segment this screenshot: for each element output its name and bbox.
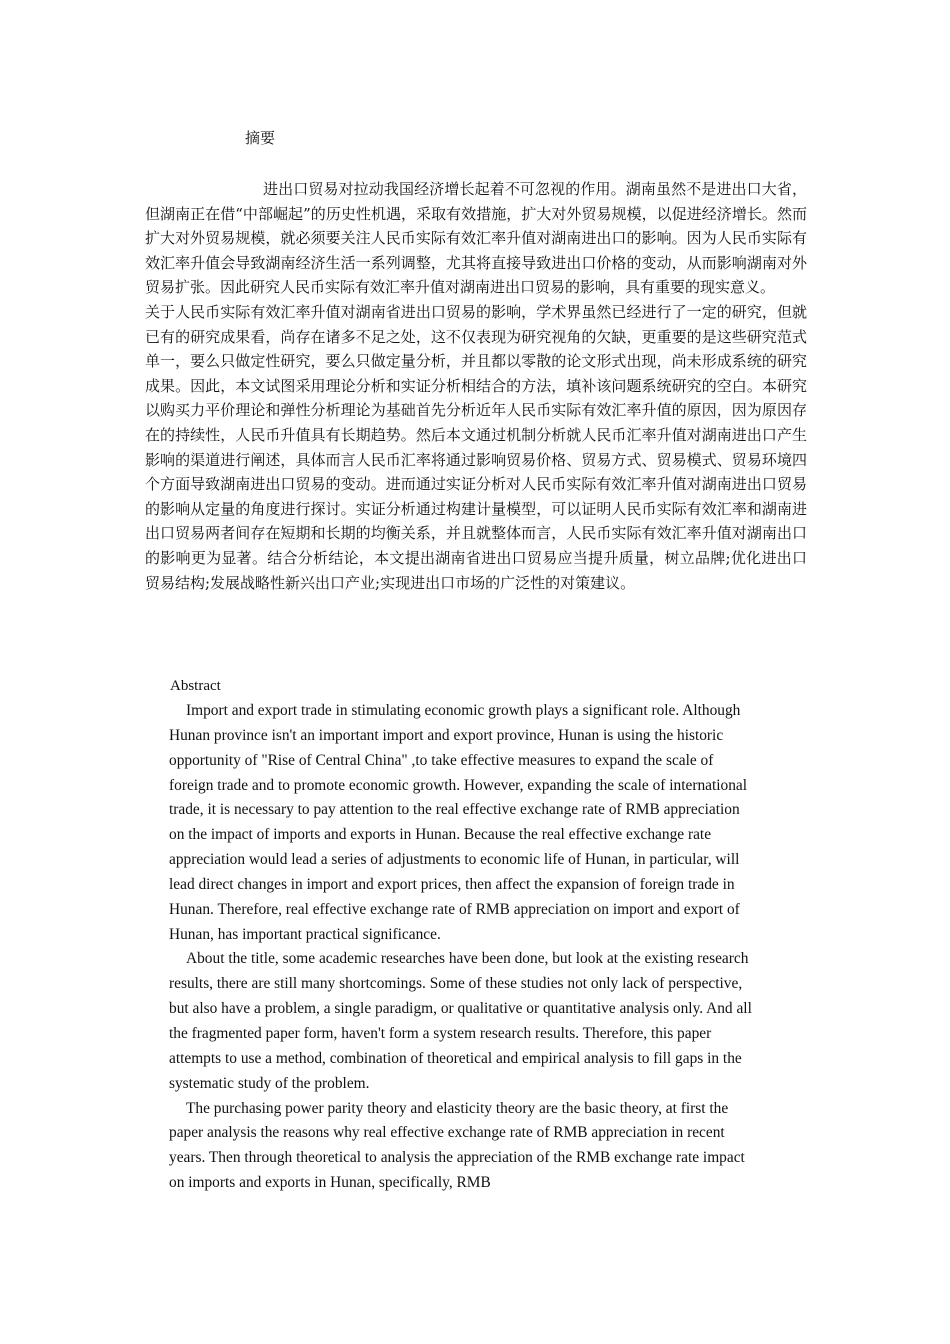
chinese-abstract-paragraph-1: 进出口贸易对拉动我国经济增长起着不可忽视的作用。湖南虽然不是进出口大省，但湖南正在借“中部崛起”的历史性机遇，采取有效措施，扩大对外贸易规模，以促进经济增长。然而扩大对外贸易规模，就必须要关注人民币实际有效汇率升值对湖南进出口的影响。因为人民币实际有效汇率升值会导致湖南经济生活一系列调整，尤其将直接导致进出口价格的变动，从而影响湖南对外贸易扩张。因此研究人民币实际有效汇率升值对湖南进出口贸易的影响，具有重要的现实意义。 (145, 180, 807, 297)
english-abstract-paragraph-2: About the title, some academic researches have been done, but look at the existing research results, there are still many shortcomings. Some of these studies not only lack of perspective, but also have a problem, a single paradigm, or qualitative or quantitative analysis only. And all the fragmented paper form, haven't form a system research results. Therefore, this paper attempts to use a method, combination of theoretical and empirical analysis to fill gaps in the systematic study of the problem. (169, 950, 752, 1092)
english-abstract-body (169, 699, 757, 1196)
chinese-abstract-body (145, 177, 807, 595)
chinese-abstract-title: 摘要 (245, 129, 276, 147)
english-abstract-title: Abstract (170, 678, 221, 694)
chinese-abstract-paragraph-2: 关于人民币实际有效汇率升值对湖南省进出口贸易的影响，学术界虽然已经进行了一定的研究，但就已有的研究成果看，尚存在诸多不足之处，这不仅表现为研究视角的欠缺，更重要的是这些研究范式单一，要么只做定性研究，要么只做定量分析，并且都以零散的论文形式出现，尚未形成系统的研究成果。因此，本文试图采用理论分析和实证分析相结合的方法，填补该问题系统研究的空白。本研究以购买力平价理论和弹性分析理论为基础首先分析近年人民币实际有效汇率升值的原因，因为原因存在的持续性，人民币升值具有长期趋势。然后本文通过机制分析就人民币汇率升值对湖南进出口产生影响的渠道进行阐述，具体而言人民币汇率将通过影响贸易价格、贸易方式、贸易模式、贸易环境四个方面导致湖南进出口贸易的变动。进而通过实证分析对人民币实际有效汇率升值对湖南进出口贸易的影响从定量的角度进行探讨。实证分析通过构建计量模型，可以证明人民币实际有效汇率和湖南进出口贸易两者间存在短期和长期的均衡关系，并且就整体而言，人民币实际有效汇率升值对湖南出口的影响更为显著。结合分析结论，本文提出湖南省进出口贸易应当提升质量，树立品牌;优化进出口贸易结构;发展战略性新兴出口产业;实现进出口市场的广泛性的对策建议。 (145, 302, 807, 592)
english-abstract-paragraph-1: Import and export trade in stimulating economic growth plays a significant role. Although Hunan province isn't an important import and export province, Hunan is using the historic opportunity of "Rise of Central China" ,to take effective measures to expand the scale of foreign trade and to promote economic growth. However, expanding the scale of international trade, it is necessary to pay attention to the real effective exchange rate of RMB appreciation on the impact of imports and exports in Hunan. Because the real effective exchange rate appreciation would lead a series of adjustments to economic life of Hunan, in particular, will lead direct changes in import and export prices, then affect the expansion of foreign trade in Hunan. Therefore, real effective exchange rate of RMB appreciation on import and export of Hunan, has important practical significance. (169, 702, 748, 943)
english-abstract-paragraph-3: The purchasing power parity theory and elasticity theory are the basic theory, at first the paper analysis the reasons why real effective exchange rate of RMB appreciation in recent years. Then through theoretical to analysis the appreciation of the RMB exchange rate impact on imports and exports in Hunan, specifically, RMB (169, 1099, 745, 1192)
